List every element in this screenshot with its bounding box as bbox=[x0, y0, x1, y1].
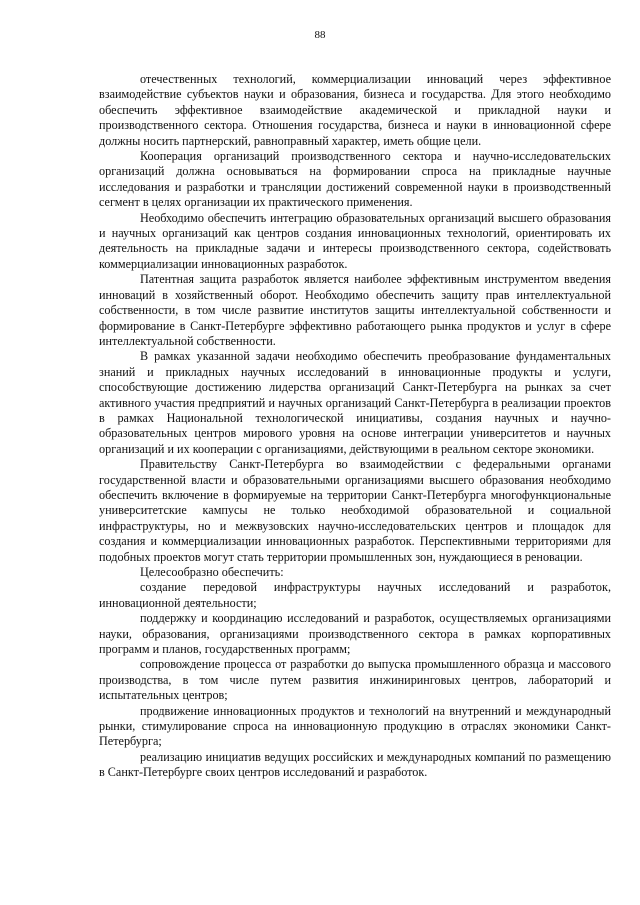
body-text bbox=[99, 72, 611, 781]
list-item: создание передовой инфраструктуры научных исследований и разработок, инновационной деятельности; bbox=[99, 580, 611, 610]
paragraph: Правительству Санкт-Петербурга во взаимодействии с федеральными органами государственной власти и образовательными организациями высшего образования необходимо обеспечить включение в формируемые на территории Санкт-Петербурга многофункциональные университетские кампусы не только необходимой образовательной и социальной инфраструктуры, но и межвузовских научно-исследовательских центров и площадок для создания и коммерциализации инновационных разработок. Перспективными территориями для подобных проектов могут стать территории промышленных зон, нуждающиеся в реновации. bbox=[99, 457, 611, 564]
paragraph: В рамках указанной задачи необходимо обеспечить преобразование фундаментальных знаний и прикладных научных исследований в инновационные продукты и услуги, способствующие достижению лидерства организаций Санкт-Петербурга на рынках за счет активного участия предприятий и научных организаций Санкт-Петербурга в реализации проектов в рамках Национальной технологической инициативы, создания научных и научно-образовательных центров мирового уровня на основе интеграции университетов и научных организаций и их кооперации с организациями, действующими в реальном секторе экономики. bbox=[99, 349, 611, 456]
list-intro: Целесообразно обеспечить: bbox=[140, 565, 284, 579]
paragraph: Патентная защита разработок является наиболее эффективным инструментом введения инноваций в хозяйственный оборот. Необходимо обеспечить защиту прав интеллектуальной собственности, в том числе развитие институтов защиты интеллектуальной собственности и формирование в Санкт-Петербурге эффективно работающего рынка продуктов и услуг в сфере интеллектуальной собственности. bbox=[99, 272, 611, 348]
list-item: продвижение инновационных продуктов и технологий на внутренний и международный рынки, стимулирование спроса на инновационную продукцию в отраслях экономики Санкт-Петербурга; bbox=[99, 703, 611, 749]
list-item: реализацию инициатив ведущих российских и международных компаний по размещению в Санкт-Петербурге своих центров исследований и разработок. bbox=[99, 749, 611, 780]
paragraph: отечественных технологий, коммерциализации инноваций через эффективное взаимодействие субъектов науки и образования, бизнеса и государства. Для этого необходимо обеспечить эффективное взаимодействие академической и прикладной науки и производственного сектора. Отношения государства, бизнеса и науки в инновационной сфере должны носить партнерский, равноправный характер, иметь общие цели. bbox=[99, 72, 611, 148]
paragraph: Необходимо обеспечить интеграцию образовательных организаций высшего образования и научных организаций как центров создания инновационных технологий, ориентировать их деятельность на прикладные задачи и интересы производственного сектора, содействовать коммерциализации инновационных разработок. bbox=[99, 210, 611, 271]
paragraph: Кооперация организаций производственного сектора и научно-исследовательских организаций должна основываться на формировании спроса на прикладные научные исследования и разработки и трансляции достижений современной науки в производственный сегмент в целях организации их практического применения. bbox=[99, 149, 611, 210]
list-item: сопровождение процесса от разработки до выпуска промышленного образца и массового производства, в том числе путем развития инжиниринговых центров, лабораторий и испытательных центров; bbox=[99, 657, 611, 703]
page-number: 88 bbox=[314, 29, 326, 41]
list-item: поддержку и координацию исследований и разработок, осуществляемых организациями науки, образования, организациями производственного сектора в рамках корпоративных программ и планов, государственных программ; bbox=[99, 611, 611, 657]
